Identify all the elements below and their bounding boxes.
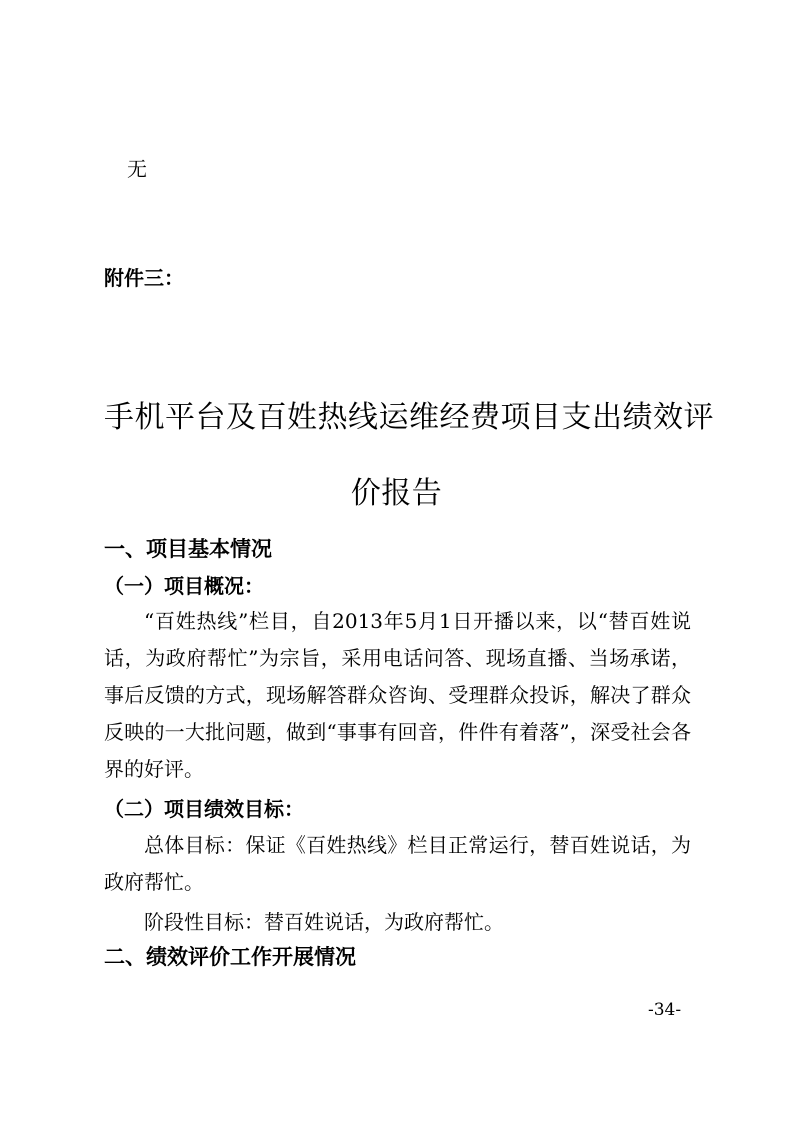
none-text: 无	[127, 157, 147, 181]
attachment-label: 附件三：	[104, 266, 184, 290]
subsection-1-heading: （一）项目概况：	[104, 574, 264, 598]
overview-paragraph: “百姓热线”栏目，自2013年5月1日开播以来，以“替百姓说话，为政府帮忙”为宗旨，采用电话问答、现场直播、当场承诺，事后反馈的方式，现场解答群众咨询、受理群众投诉，解决了群众反映的一大批问题，做到“事事有回音，件件有着落”，深受社会各界的好评。	[104, 609, 691, 781]
subsection-2-heading: （二）项目绩效目标：	[104, 797, 304, 821]
overall-goal-paragraph: 总体目标：保证《百姓热线》栏目正常运行，替百姓说话，为政府帮忙。	[104, 833, 691, 894]
section-1-heading: 一、项目基本情况	[104, 536, 272, 561]
page-number: -34-	[648, 1000, 682, 1020]
section-2-heading: 二、绩效评价工作开展情况	[104, 944, 356, 969]
stage-goal-line: 阶段性目标：替百姓说话，为政府帮忙。	[144, 910, 504, 934]
document-title-line-1: 手机平台及百姓热线运维经费项目支出绩效评	[104, 400, 714, 435]
document-title-line-2: 价报告	[350, 476, 443, 511]
